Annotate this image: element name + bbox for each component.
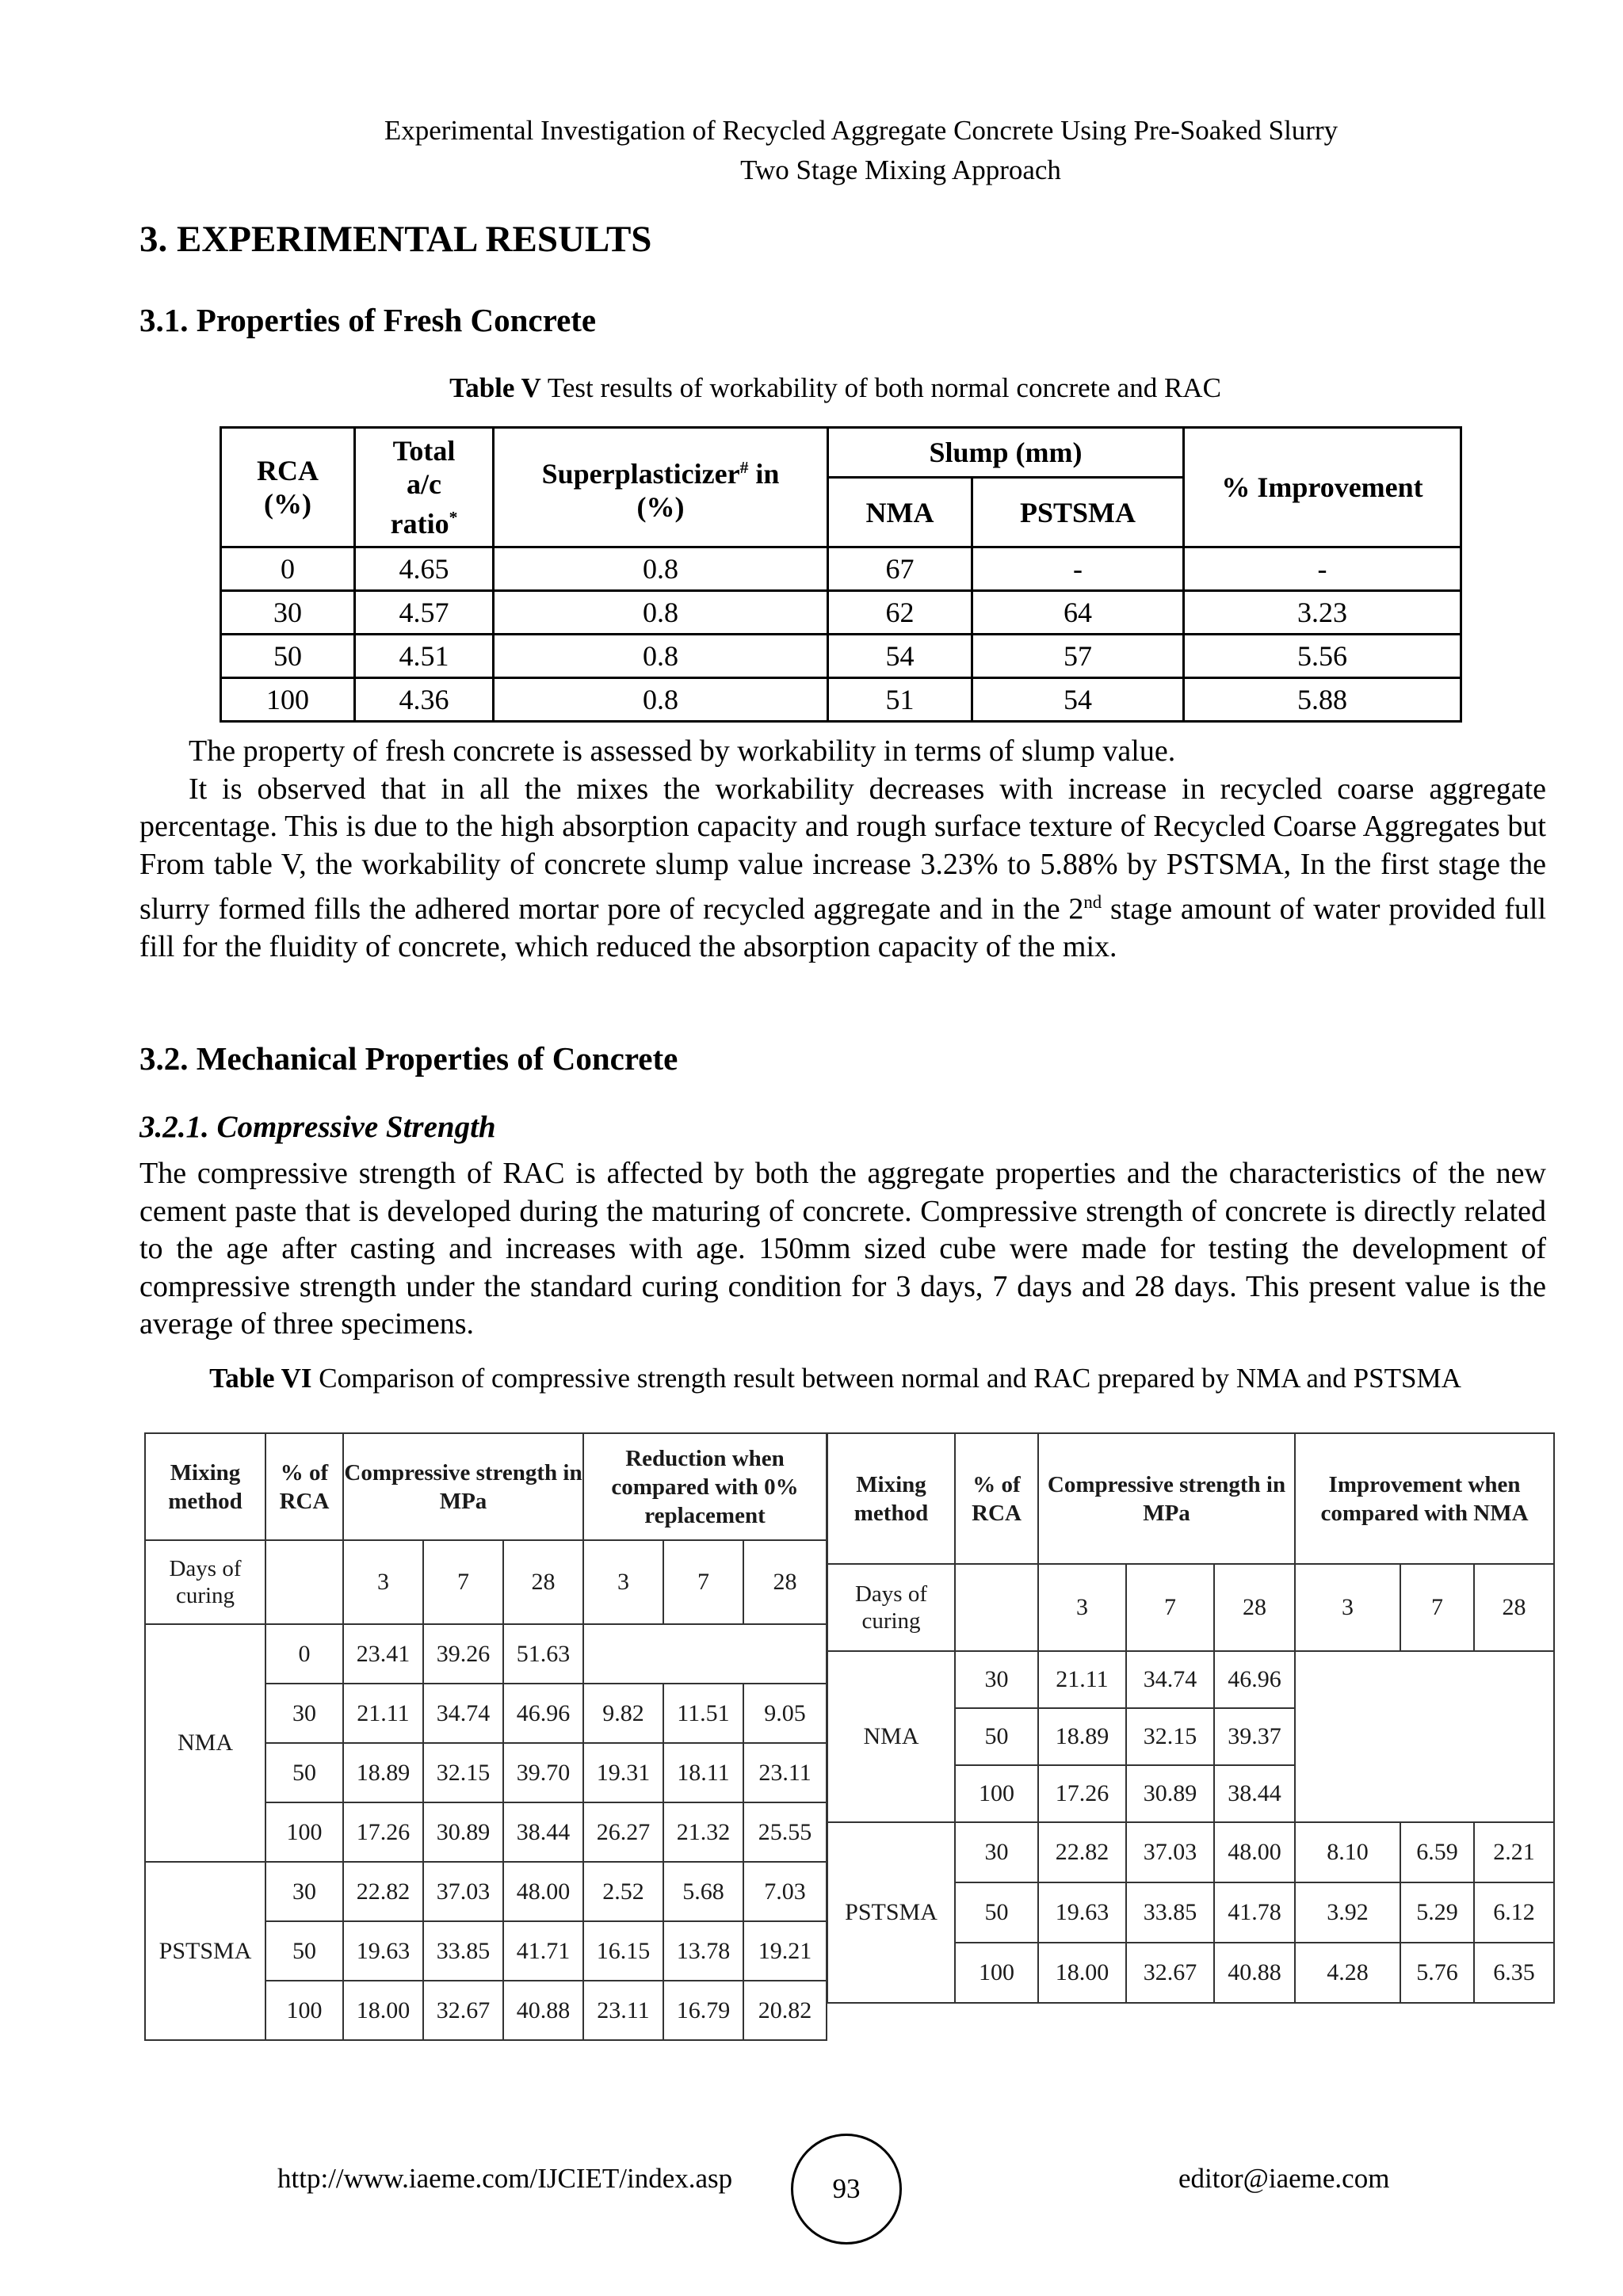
table-cell: 4.65 bbox=[355, 547, 494, 591]
table-cell: 7.03 bbox=[743, 1862, 827, 1921]
table-cell: 23.41 bbox=[343, 1624, 423, 1684]
table-cell: 30 bbox=[955, 1651, 1038, 1708]
header-slump: Slump (mm) bbox=[828, 428, 1184, 478]
header-day-7: 7 bbox=[1400, 1564, 1474, 1651]
table-cell: 32.15 bbox=[423, 1743, 503, 1802]
table-cell: 6.59 bbox=[1400, 1822, 1474, 1882]
header-day-7: 7 bbox=[663, 1540, 743, 1624]
table-cell: 50 bbox=[265, 1921, 343, 1981]
table-cell: 17.26 bbox=[343, 1802, 423, 1862]
header-nma: NMA bbox=[828, 478, 972, 547]
table-cell: 16.15 bbox=[583, 1921, 663, 1981]
table-cell: 0 bbox=[221, 547, 355, 591]
table-cell: 64 bbox=[972, 591, 1184, 635]
table-vi-caption bbox=[0, 1363, 1623, 1394]
header-improvement: Improvement when compared with NMA bbox=[1295, 1433, 1554, 1564]
table-cell: 21.32 bbox=[663, 1802, 743, 1862]
table-cell: 30.89 bbox=[1126, 1765, 1214, 1822]
table-cell: 38.44 bbox=[1214, 1765, 1295, 1822]
header-ac-ratio: Total a/c ratio* bbox=[355, 428, 494, 547]
paragraph-fresh-concrete: The property of fresh concrete is assessed by workability in terms of slump value. bbox=[189, 734, 1176, 768]
header-day-3: 3 bbox=[1038, 1564, 1126, 1651]
table-row bbox=[827, 1822, 1554, 1882]
header-superplasticizer: Superplasticizer# in (%) bbox=[494, 428, 828, 547]
table-cell: 2.21 bbox=[1474, 1822, 1554, 1882]
paragraph-workability: It is observed that in all the mixes the workability decreases with increase in recycled coarse aggregate percentage. This is due to the high absorption capacity and rough surface texture of Recycled Coarse Aggregates but From table V, the workability of concrete slump value increase 3.23% to 5.88% by PSTSMA, In the first stage the slurry formed fills the adhered mortar pore of recycled aggregate and in the 2nd stage amount of water provided full fill for the fluidity of concrete, which reduced the absorption capacity of the mix. bbox=[139, 772, 1546, 964]
table-vi-reduction bbox=[144, 1432, 827, 2041]
table-cell: 22.82 bbox=[343, 1862, 423, 1921]
table-cell-empty bbox=[583, 1624, 827, 1684]
table-row bbox=[145, 1624, 827, 1684]
footer-url[interactable]: http://www.iaeme.com/IJCIET/index.asp bbox=[277, 2163, 733, 2194]
table-cell: 5.68 bbox=[663, 1862, 743, 1921]
table-cell: 30.89 bbox=[423, 1802, 503, 1862]
table-cell: 0.8 bbox=[494, 678, 828, 722]
table-cell: 34.74 bbox=[423, 1684, 503, 1743]
table-cell: 46.96 bbox=[503, 1684, 583, 1743]
table-cell: 39.70 bbox=[503, 1743, 583, 1802]
table-cell: 4.51 bbox=[355, 635, 494, 678]
page-number: 93 bbox=[791, 2134, 902, 2245]
table-cell: 67 bbox=[828, 547, 972, 591]
header-improvement: % Improvement bbox=[1184, 428, 1461, 547]
table-cell: 5.76 bbox=[1400, 1943, 1474, 2003]
table-cell: 23.11 bbox=[743, 1743, 827, 1802]
table-cell: 62 bbox=[828, 591, 972, 635]
header-reduction: Reduction when compared with 0% replacement bbox=[583, 1433, 827, 1540]
table-cell: 18.00 bbox=[1038, 1943, 1126, 2003]
footer-email[interactable]: editor@iaeme.com bbox=[1178, 2163, 1390, 2194]
table-cell: 46.96 bbox=[1214, 1651, 1295, 1708]
table-cell: 51 bbox=[828, 678, 972, 722]
table-v-caption-label: Table V bbox=[449, 372, 541, 403]
table-row bbox=[221, 635, 1461, 678]
table-cell: 50 bbox=[265, 1743, 343, 1802]
table-v bbox=[220, 426, 1462, 723]
header-rca: RCA (%) bbox=[221, 428, 355, 547]
table-cell: 48.00 bbox=[1214, 1822, 1295, 1882]
table-cell: 32.67 bbox=[423, 1981, 503, 2040]
table-cell: 3.23 bbox=[1184, 591, 1461, 635]
table-cell: 4.36 bbox=[355, 678, 494, 722]
group-label-pstsma: PSTSMA bbox=[145, 1862, 265, 2040]
header-mixing-method: Mixing method bbox=[827, 1433, 955, 1564]
table-cell: 5.88 bbox=[1184, 678, 1461, 722]
table-cell: 11.51 bbox=[663, 1684, 743, 1743]
table-cell: 50 bbox=[955, 1882, 1038, 1943]
table-cell: 100 bbox=[955, 1765, 1038, 1822]
table-cell: 40.88 bbox=[503, 1981, 583, 2040]
table-cell: 0.8 bbox=[494, 547, 828, 591]
table-cell: 5.56 bbox=[1184, 635, 1461, 678]
table-vi-caption-text: Comparison of compressive strength result between normal and RAC prepared by NMA and PSTSMA bbox=[311, 1363, 1461, 1394]
table-cell: 19.21 bbox=[743, 1921, 827, 1981]
header-pstsma: PSTSMA bbox=[972, 478, 1184, 547]
table-row bbox=[145, 1862, 827, 1921]
header-day-28: 28 bbox=[503, 1540, 583, 1624]
header-day-28: 28 bbox=[1214, 1564, 1295, 1651]
table-cell: 39.37 bbox=[1214, 1708, 1295, 1765]
table-cell: 13.78 bbox=[663, 1921, 743, 1981]
table-cell: 16.79 bbox=[663, 1981, 743, 2040]
table-cell: 37.03 bbox=[1126, 1822, 1214, 1882]
table-cell: 57 bbox=[972, 635, 1184, 678]
table-cell: 100 bbox=[265, 1802, 343, 1862]
table-cell: 100 bbox=[265, 1981, 343, 2040]
table-cell: 9.05 bbox=[743, 1684, 827, 1743]
header-empty bbox=[265, 1540, 343, 1624]
header-compressive-strength: Compressive strength in MPa bbox=[343, 1433, 583, 1540]
table-cell: 33.85 bbox=[423, 1921, 503, 1981]
running-head-line-2: Two Stage Mixing Approach bbox=[740, 154, 1061, 185]
table-cell: 22.82 bbox=[1038, 1822, 1126, 1882]
table-vi-caption-label: Table VI bbox=[209, 1363, 312, 1394]
table-row bbox=[827, 1651, 1554, 1708]
header-percent-rca: % of RCA bbox=[955, 1433, 1038, 1564]
header-day-3: 3 bbox=[1295, 1564, 1400, 1651]
header-day-3: 3 bbox=[583, 1540, 663, 1624]
paragraph-slump bbox=[139, 733, 1546, 967]
header-day-7: 7 bbox=[1126, 1564, 1214, 1651]
table-cell: 20.82 bbox=[743, 1981, 827, 2040]
table-cell: 37.03 bbox=[423, 1862, 503, 1921]
running-head-line-1: Experimental Investigation of Recycled Aggregate Concrete Using Pre-Soaked Slurry bbox=[384, 115, 1338, 146]
table-cell: 2.52 bbox=[583, 1862, 663, 1921]
table-cell: 19.63 bbox=[343, 1921, 423, 1981]
table-cell: 51.63 bbox=[503, 1624, 583, 1684]
table-cell: 6.12 bbox=[1474, 1882, 1554, 1943]
table-v-caption-text: Test results of workability of both normal concrete and RAC bbox=[540, 372, 1221, 403]
table-cell: 21.11 bbox=[343, 1684, 423, 1743]
table-cell: 32.15 bbox=[1126, 1708, 1214, 1765]
subsubsection-title-compressive: 3.2.1. Compressive Strength bbox=[139, 1110, 496, 1144]
header-day-7: 7 bbox=[423, 1540, 503, 1624]
table-cell: 26.27 bbox=[583, 1802, 663, 1862]
table-cell: 0.8 bbox=[494, 635, 828, 678]
table-cell: 3.92 bbox=[1295, 1882, 1400, 1943]
table-row bbox=[221, 591, 1461, 635]
table-cell: 41.78 bbox=[1214, 1882, 1295, 1943]
table-cell: 38.44 bbox=[503, 1802, 583, 1862]
header-day-3: 3 bbox=[343, 1540, 423, 1624]
table-cell: 30 bbox=[265, 1684, 343, 1743]
subsection-title-fresh-concrete: 3.1. Properties of Fresh Concrete bbox=[139, 302, 597, 338]
table-cell: 4.28 bbox=[1295, 1943, 1400, 2003]
table-row bbox=[221, 547, 1461, 591]
table-cell: 8.10 bbox=[1295, 1822, 1400, 1882]
group-label-nma: NMA bbox=[827, 1651, 955, 1822]
section-title: 3. EXPERIMENTAL RESULTS bbox=[139, 219, 652, 260]
table-cell: 18.89 bbox=[343, 1743, 423, 1802]
table-v-caption bbox=[0, 372, 1623, 404]
table-cell: 23.11 bbox=[583, 1981, 663, 2040]
group-label-pstsma: PSTSMA bbox=[827, 1822, 955, 2003]
table-cell: 25.55 bbox=[743, 1802, 827, 1862]
header-empty bbox=[955, 1564, 1038, 1651]
running-head bbox=[0, 111, 1623, 190]
header-days-of-curing: Days of curing bbox=[145, 1540, 265, 1624]
table-cell: 33.85 bbox=[1126, 1882, 1214, 1943]
table-cell: 32.67 bbox=[1126, 1943, 1214, 2003]
header-days-of-curing: Days of curing bbox=[827, 1564, 955, 1651]
group-label-nma: NMA bbox=[145, 1624, 265, 1862]
table-vi-improvement bbox=[827, 1432, 1555, 2004]
table-cell: 5.29 bbox=[1400, 1882, 1474, 1943]
header-compressive-strength: Compressive strength in MPa bbox=[1038, 1433, 1295, 1564]
table-cell: 30 bbox=[955, 1822, 1038, 1882]
table-cell: 50 bbox=[221, 635, 355, 678]
table-cell: - bbox=[1184, 547, 1461, 591]
table-cell: 30 bbox=[221, 591, 355, 635]
header-mixing-method: Mixing method bbox=[145, 1433, 265, 1540]
table-cell: 39.26 bbox=[423, 1624, 503, 1684]
header-percent-rca: % of RCA bbox=[265, 1433, 343, 1540]
table-cell: 100 bbox=[955, 1943, 1038, 2003]
table-cell: 100 bbox=[221, 678, 355, 722]
table-cell: 48.00 bbox=[503, 1862, 583, 1921]
table-cell: 41.71 bbox=[503, 1921, 583, 1981]
table-cell: 34.74 bbox=[1126, 1651, 1214, 1708]
table-cell: - bbox=[972, 547, 1184, 591]
table-cell: 18.00 bbox=[343, 1981, 423, 2040]
table-cell: 54 bbox=[828, 635, 972, 678]
subsection-title-mechanical: 3.2. Mechanical Properties of Concrete bbox=[139, 1040, 678, 1077]
table-cell: 6.35 bbox=[1474, 1943, 1554, 2003]
table-cell: 40.88 bbox=[1214, 1943, 1295, 2003]
table-cell: 18.89 bbox=[1038, 1708, 1126, 1765]
paragraph-compressive: The compressive strength of RAC is affected by both the aggregate properties and the characteristics of the new cement paste that is developed during the maturing of concrete. Compressive strength of concrete is directly related to the age after casting and increases with age. 150mm sized cube were made for testing the development of compressive strength under the standard curing condition for 3 days, 7 days and 28 days. This present value is the average of three specimens. bbox=[139, 1157, 1546, 1341]
table-cell: 4.57 bbox=[355, 591, 494, 635]
table-row bbox=[221, 678, 1461, 722]
table-cell-empty bbox=[1295, 1651, 1554, 1822]
table-cell: 19.31 bbox=[583, 1743, 663, 1802]
table-cell: 9.82 bbox=[583, 1684, 663, 1743]
header-day-28: 28 bbox=[743, 1540, 827, 1624]
table-cell: 0 bbox=[265, 1624, 343, 1684]
table-cell: 18.11 bbox=[663, 1743, 743, 1802]
table-cell: 30 bbox=[265, 1862, 343, 1921]
table-cell: 0.8 bbox=[494, 591, 828, 635]
table-cell: 17.26 bbox=[1038, 1765, 1126, 1822]
table-cell: 50 bbox=[955, 1708, 1038, 1765]
table-cell: 19.63 bbox=[1038, 1882, 1126, 1943]
header-day-28: 28 bbox=[1474, 1564, 1554, 1651]
table-cell: 54 bbox=[972, 678, 1184, 722]
table-cell: 21.11 bbox=[1038, 1651, 1126, 1708]
